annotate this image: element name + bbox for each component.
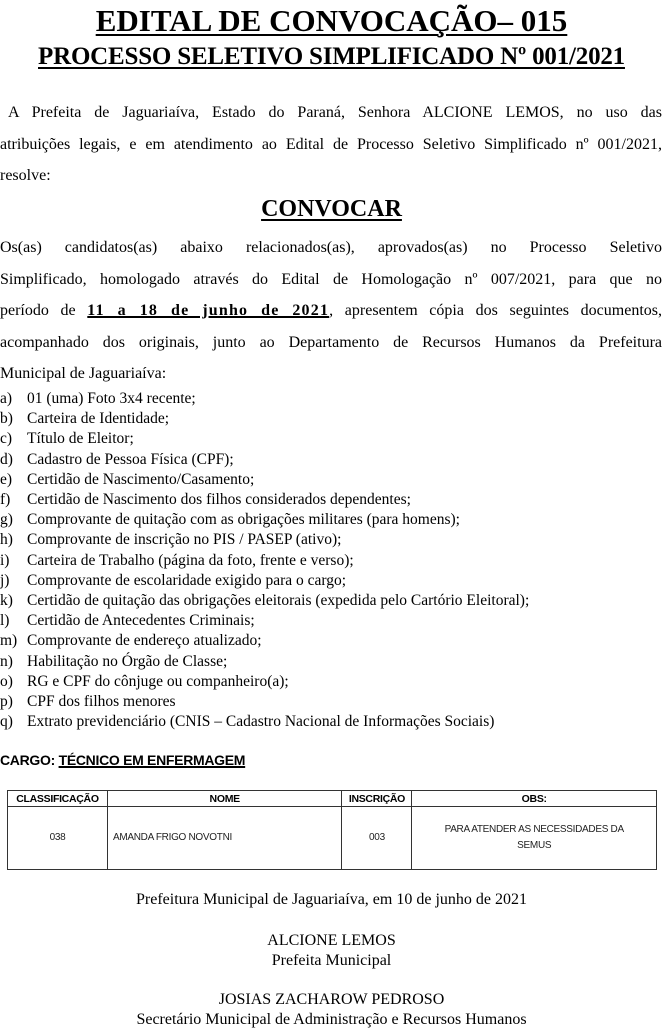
period-suffix: , apresentem cópia dos seguintes documentos, bbox=[329, 302, 663, 319]
document-item bbox=[0, 692, 663, 712]
col-header-inscricao: INSCRIÇÃO bbox=[342, 791, 412, 807]
item-marker: q) bbox=[0, 713, 13, 731]
convocation-line-4: acompanhado dos originais, junto ao Departamento de Recursos Humanos da Prefeitura bbox=[0, 333, 662, 351]
document-item bbox=[0, 652, 663, 672]
document-item bbox=[0, 409, 663, 429]
item-marker: n) bbox=[0, 652, 13, 670]
document-item bbox=[0, 429, 663, 449]
item-text: CPF dos filhos menores bbox=[27, 693, 176, 711]
intro-paragraph bbox=[0, 97, 662, 192]
item-marker: k) bbox=[0, 592, 13, 610]
required-documents-list bbox=[0, 389, 663, 732]
convocation-line-1: Os(as) candidatos(as) abaixo relacionados(as), aprovados(as) no Processo Seletivo bbox=[0, 239, 662, 256]
intro-line-2: atribuições legais, e em atendimento ao Edital de Processo Seletivo Simplificado nº 001/2021, bbox=[0, 135, 662, 153]
convocation-table bbox=[7, 790, 657, 870]
convocation-line-5: Municipal de Jaguariaíva: bbox=[0, 365, 167, 382]
document-item bbox=[0, 631, 663, 651]
document-item bbox=[0, 712, 663, 732]
document-item bbox=[0, 530, 663, 550]
document-item bbox=[0, 591, 663, 611]
convocar-heading: CONVOCAR bbox=[261, 196, 402, 222]
cell-obs-line-2: SEMUS bbox=[517, 840, 552, 851]
item-text: Comprovante de inscrição no PIS / PASEP (ativo); bbox=[27, 531, 342, 549]
item-text: Comprovante de escolaridade exigido para o cargo; bbox=[27, 571, 347, 589]
document-item bbox=[0, 389, 663, 409]
item-text: Carteira de Identidade; bbox=[27, 410, 170, 428]
item-marker: i) bbox=[0, 551, 10, 569]
col-header-classificacao: CLASSIFICAÇÃO bbox=[8, 791, 108, 807]
item-text: Título de Eleitor; bbox=[27, 430, 134, 448]
cell-obs bbox=[412, 807, 657, 870]
cargo-label: CARGO: bbox=[0, 752, 55, 768]
item-marker: l) bbox=[0, 612, 10, 630]
signer-2-role: Secretário Municipal de Administração e Recursos Humanos bbox=[136, 1011, 527, 1028]
cell-classificacao: 038 bbox=[8, 807, 108, 870]
item-marker: j) bbox=[0, 571, 10, 589]
item-text: Certidão de quitação das obrigações eleitorais (expedida pelo Cartório Eleitoral); bbox=[27, 592, 530, 610]
item-text: Cadastro de Pessoa Física (CPF); bbox=[27, 450, 234, 468]
col-header-nome: NOME bbox=[107, 791, 342, 807]
convocation-period: 11 a 18 de junho de 2021 bbox=[87, 302, 330, 319]
intro-line-3: resolve: bbox=[0, 167, 51, 184]
document-item bbox=[0, 450, 663, 470]
document-subtitle: PROCESSO SELETIVO SIMPLIFICADO Nº 001/2021 bbox=[38, 43, 625, 70]
item-marker: g) bbox=[0, 511, 13, 529]
place-and-date: Prefeitura Municipal de Jaguariaíva, em 10 de junho de 2021 bbox=[136, 891, 527, 908]
col-header-obs: OBS: bbox=[412, 791, 657, 807]
item-text: Carteira de Trabalho (página da foto, frente e verso); bbox=[27, 551, 354, 569]
item-marker: e) bbox=[0, 470, 13, 488]
cargo-line bbox=[0, 750, 245, 770]
item-text: Certidão de Nascimento dos filhos considerados dependentes; bbox=[27, 491, 411, 509]
cell-inscricao: 003 bbox=[342, 807, 412, 870]
item-marker: m) bbox=[0, 632, 18, 650]
document-item bbox=[0, 551, 663, 571]
convocation-paragraph bbox=[0, 232, 662, 390]
signer-1-role: Prefeita Municipal bbox=[271, 952, 392, 969]
item-text: Comprovante de endereço atualizado; bbox=[27, 632, 262, 650]
document-title: EDITAL DE CONVOCAÇÃO– 015 bbox=[95, 3, 568, 38]
document-item bbox=[0, 611, 663, 631]
document-item bbox=[0, 510, 663, 530]
intro-line-1: A Prefeita de Jaguariaíva, Estado do Paraná, Senhora ALCIONE LEMOS, no uso das bbox=[8, 104, 662, 121]
document-item bbox=[0, 470, 663, 490]
cell-nome: AMANDA FRIGO NOVOTNI bbox=[107, 807, 342, 870]
cargo-value: TÉCNICO EM ENFERMAGEM bbox=[58, 752, 246, 768]
item-text: Habilitação no Órgão de Classe; bbox=[27, 652, 228, 670]
item-marker: p) bbox=[0, 693, 13, 711]
item-text: Extrato previdenciário (CNIS – Cadastro Nacional de Informações Sociais) bbox=[27, 713, 495, 731]
signer-2-name: JOSIAS ZACHAROW PEDROSO bbox=[218, 991, 445, 1008]
item-marker: o) bbox=[0, 672, 13, 690]
period-prefix: período de bbox=[0, 302, 76, 319]
item-text: RG e CPF do cônjuge ou companheiro(a); bbox=[27, 672, 289, 690]
convocation-line-2: Simplificado, homologado através do Edital de Homologação nº 007/2021, para que no bbox=[0, 270, 662, 288]
document-item bbox=[0, 490, 663, 510]
document-item bbox=[0, 672, 663, 692]
table-row bbox=[8, 807, 657, 870]
table-header-row bbox=[8, 791, 657, 807]
signer-1-name: ALCIONE LEMOS bbox=[267, 932, 396, 949]
item-marker: b) bbox=[0, 410, 13, 428]
cell-obs-line-1: PARA ATENDER AS NECESSIDADES DA bbox=[444, 824, 624, 835]
document-item bbox=[0, 571, 663, 591]
convocation-line-3 bbox=[0, 295, 662, 327]
item-marker: h) bbox=[0, 531, 13, 549]
item-text: Comprovante de quitação com as obrigações militares (para homens); bbox=[27, 511, 460, 529]
item-marker: f) bbox=[0, 491, 11, 509]
item-marker: a) bbox=[0, 390, 13, 407]
item-marker: c) bbox=[0, 430, 13, 448]
item-text: Certidão de Nascimento/Casamento; bbox=[27, 470, 255, 488]
item-marker: d) bbox=[0, 450, 13, 468]
item-text: 01 (uma) Foto 3x4 recente; bbox=[27, 390, 196, 407]
item-text: Certidão de Antecedentes Criminais; bbox=[27, 612, 255, 630]
